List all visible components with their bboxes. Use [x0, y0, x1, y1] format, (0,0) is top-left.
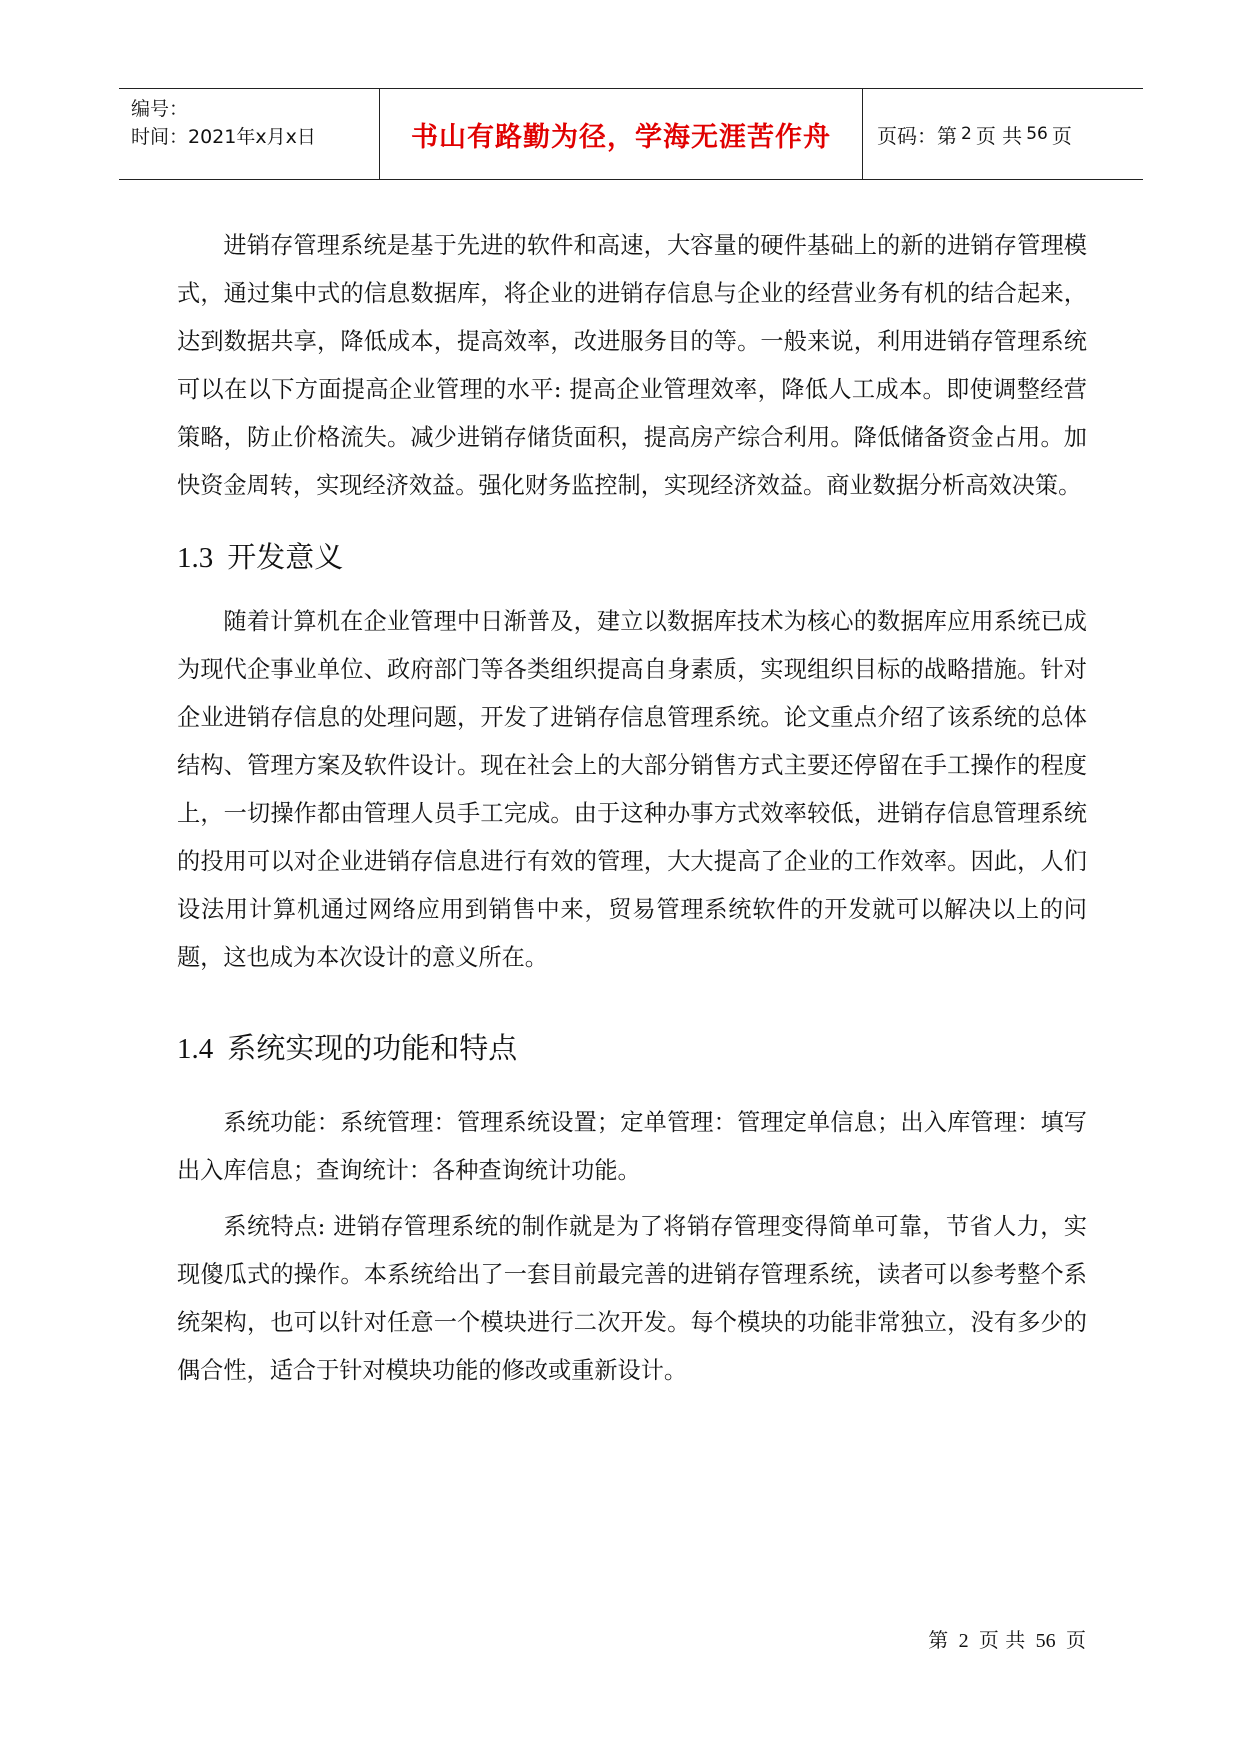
- section-1-4-features-paragraph: 系统特点: 进销存管理系统的制作就是为了将销存管理变得简单可靠，节省人力，实现傻瓜式的操作。本系统给出了一套目前最完善的进销存管理系统，读者可以参考整个系统架构，也可以针对任意一个模块进行二次开发。每个模块的功能非常独立，没有多少的偶合性，适合于针对模块功能的修改或重新设计。: [177, 1213, 1087, 1384]
- footer-total-pages: 56: [1035, 1630, 1056, 1652]
- header-page-info: [863, 89, 1143, 179]
- footer-suffix: 页: [1066, 1628, 1086, 1652]
- footer-current-page: 2: [958, 1630, 969, 1652]
- header-number-label: 编号：: [131, 98, 189, 120]
- header-page-total: 56: [1026, 124, 1048, 144]
- header-page-current: 2: [961, 124, 972, 144]
- document-body: [177, 222, 1087, 1395]
- header-motto: 书山有路勤为径，学海无涯苦作舟: [411, 121, 831, 153]
- header-page-suffix: 页: [1051, 123, 1072, 148]
- page-header: [119, 88, 1143, 180]
- section-heading-1-4: [177, 1018, 1087, 1079]
- header-page-middle: 页 共: [975, 123, 1023, 148]
- section-title: 系统实现的功能和特点: [227, 1031, 518, 1065]
- section-title: 开发意义: [227, 540, 344, 574]
- header-page-prefix: 页码：第: [877, 123, 957, 148]
- header-time-label: 时间：2021年x月x日: [131, 126, 316, 148]
- section-1-4-functions-paragraph: 系统功能：系统管理：管理系统设置；定单管理：管理定单信息；出入库管理：填写出入库信息；查询统计：各种查询统计功能。: [177, 1109, 1087, 1184]
- header-motto-cell: [379, 89, 863, 179]
- section-number: 1.3: [177, 542, 214, 574]
- section-number: 1.4: [177, 1033, 214, 1065]
- intro-paragraph: 进销存管理系统是基于先进的软件和高速，大容量的硬件基础上的新的进销存管理模式，通过集中式的信息数据库，将企业的进销存信息与企业的经营业务有机的结合起来，达到数据共享，降低成本，提高效率，改进服务目的等。一般来说，利用进销存管理系统可以在以下方面提高企业管理的水平: 提高企业管理效率，降低人工成本。即使调整经营策略，防止价格流失。减少进销存储货面积，提高房产综合利用。降低储备资金占用。加快资金周转，实现经济效益。强化财务监控制，实现经济效益。商业数据分析高效决策。: [177, 232, 1087, 499]
- header-meta: [119, 89, 379, 179]
- section-1-3-paragraph: 随着计算机在企业管理中日渐普及，建立以数据库技术为核心的数据库应用系统已成为现代企事业单位、政府部门等各类组织提高自身素质，实现组织目标的战略措施。针对企业进销存信息的处理问题，开发了进销存信息管理系统。论文重点介绍了该系统的总体结构、管理方案及软件设计。现在社会上的大部分销售方式主要还停留在手工操作的程度上，一切操作都由管理人员手工完成。由于这种办事方式效率较低，进销存信息管理系统的投用可以对企业进销存信息进行有效的管理，大大提高了企业的工作效率。因此，人们设法用计算机通过网络应用到销售中来，贸易管理系统软件的开发就可以解决以上的问题，这也成为本次设计的意义所在。: [177, 608, 1087, 971]
- footer-prefix: 第: [928, 1628, 949, 1652]
- section-heading-1-3: [177, 527, 1087, 588]
- footer-middle: 页 共: [978, 1628, 1026, 1652]
- page-footer: [928, 1624, 1086, 1653]
